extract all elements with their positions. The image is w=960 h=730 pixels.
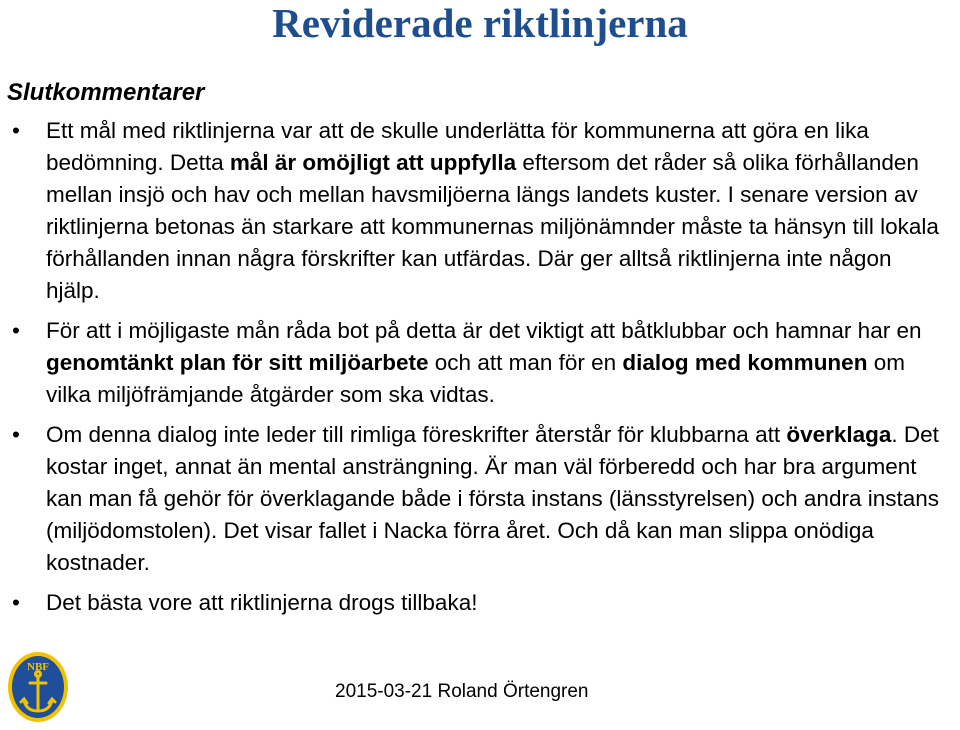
bullet-text-bold: genomtänkt plan för sitt miljöarbete (46, 350, 429, 375)
bullet-text-segment: För att i möjligaste mån råda bot på detta är det viktigt att båtklubbar och hamnar har en (46, 318, 922, 343)
logo-lettering: NBF (27, 661, 49, 673)
bullet-text-segment: eftersom det råder så olika förhållanden mellan insjö och hav och mellan havsmiljöerna längs landets kuster. I senare version av riktlinjerna betonas än starkare att kommunernas miljönämnder måste ta hänsyn till lokala förhållanden innan några förskrifter kan utfärdas. Där ger alltså riktlinjerna inte någon hjälp. (46, 150, 939, 303)
bullet-text-segment: Ett mål med riktlinjerna var att de skulle underlätta för kommunerna att göra en lika bedömning. Detta (46, 118, 869, 175)
bullet-item (0, 419, 950, 579)
bullet-text-segment: om vilka miljöfrämjande åtgärder som ska vidtas. (46, 350, 905, 407)
bullet-marker: • (12, 318, 20, 343)
page-title (0, 0, 960, 46)
bullet-text-bold: överklaga (786, 422, 892, 447)
bullet-text-bold: mål är omöjligt att uppfylla (229, 150, 517, 175)
bullet-item (0, 587, 950, 619)
bullet-marker: • (12, 118, 20, 143)
bullet-text-segment: Det bästa vore att riktlinjerna drogs tillbaka! (46, 590, 478, 615)
nbf-logo-graphic (6, 650, 70, 724)
bullet-item (0, 115, 950, 307)
bullet-marker: • (12, 422, 20, 447)
nbf-logo (6, 650, 70, 724)
page-title-text: Reviderade riktlinjerna (272, 0, 688, 46)
bullet-text-bold: dialog med kommunen (622, 350, 868, 375)
bullet-text-segment: Om denna dialog inte leder till rimliga föreskrifter återstår för klubbarna att (46, 422, 787, 447)
section-subtitle: Slutkommentarer (7, 79, 205, 106)
bullet-item (0, 315, 950, 411)
bullet-text-segment: och att man för en (428, 350, 623, 375)
footer-date-author: 2015-03-21 Roland Örtengren (335, 681, 589, 702)
bullet-list (0, 115, 950, 627)
bullet-text-segment: . Det kostar inget, annat än mental ansträngning. Är man väl förberedd och har bra argument kan man få gehör för överklagande både i första instans (länsstyrelsen) och andra instans (miljödomstolen). Det visar fallet i Nacka förra året. Och då kan man slippa onödiga kostnader. (46, 422, 940, 575)
bullet-marker: • (12, 590, 20, 615)
